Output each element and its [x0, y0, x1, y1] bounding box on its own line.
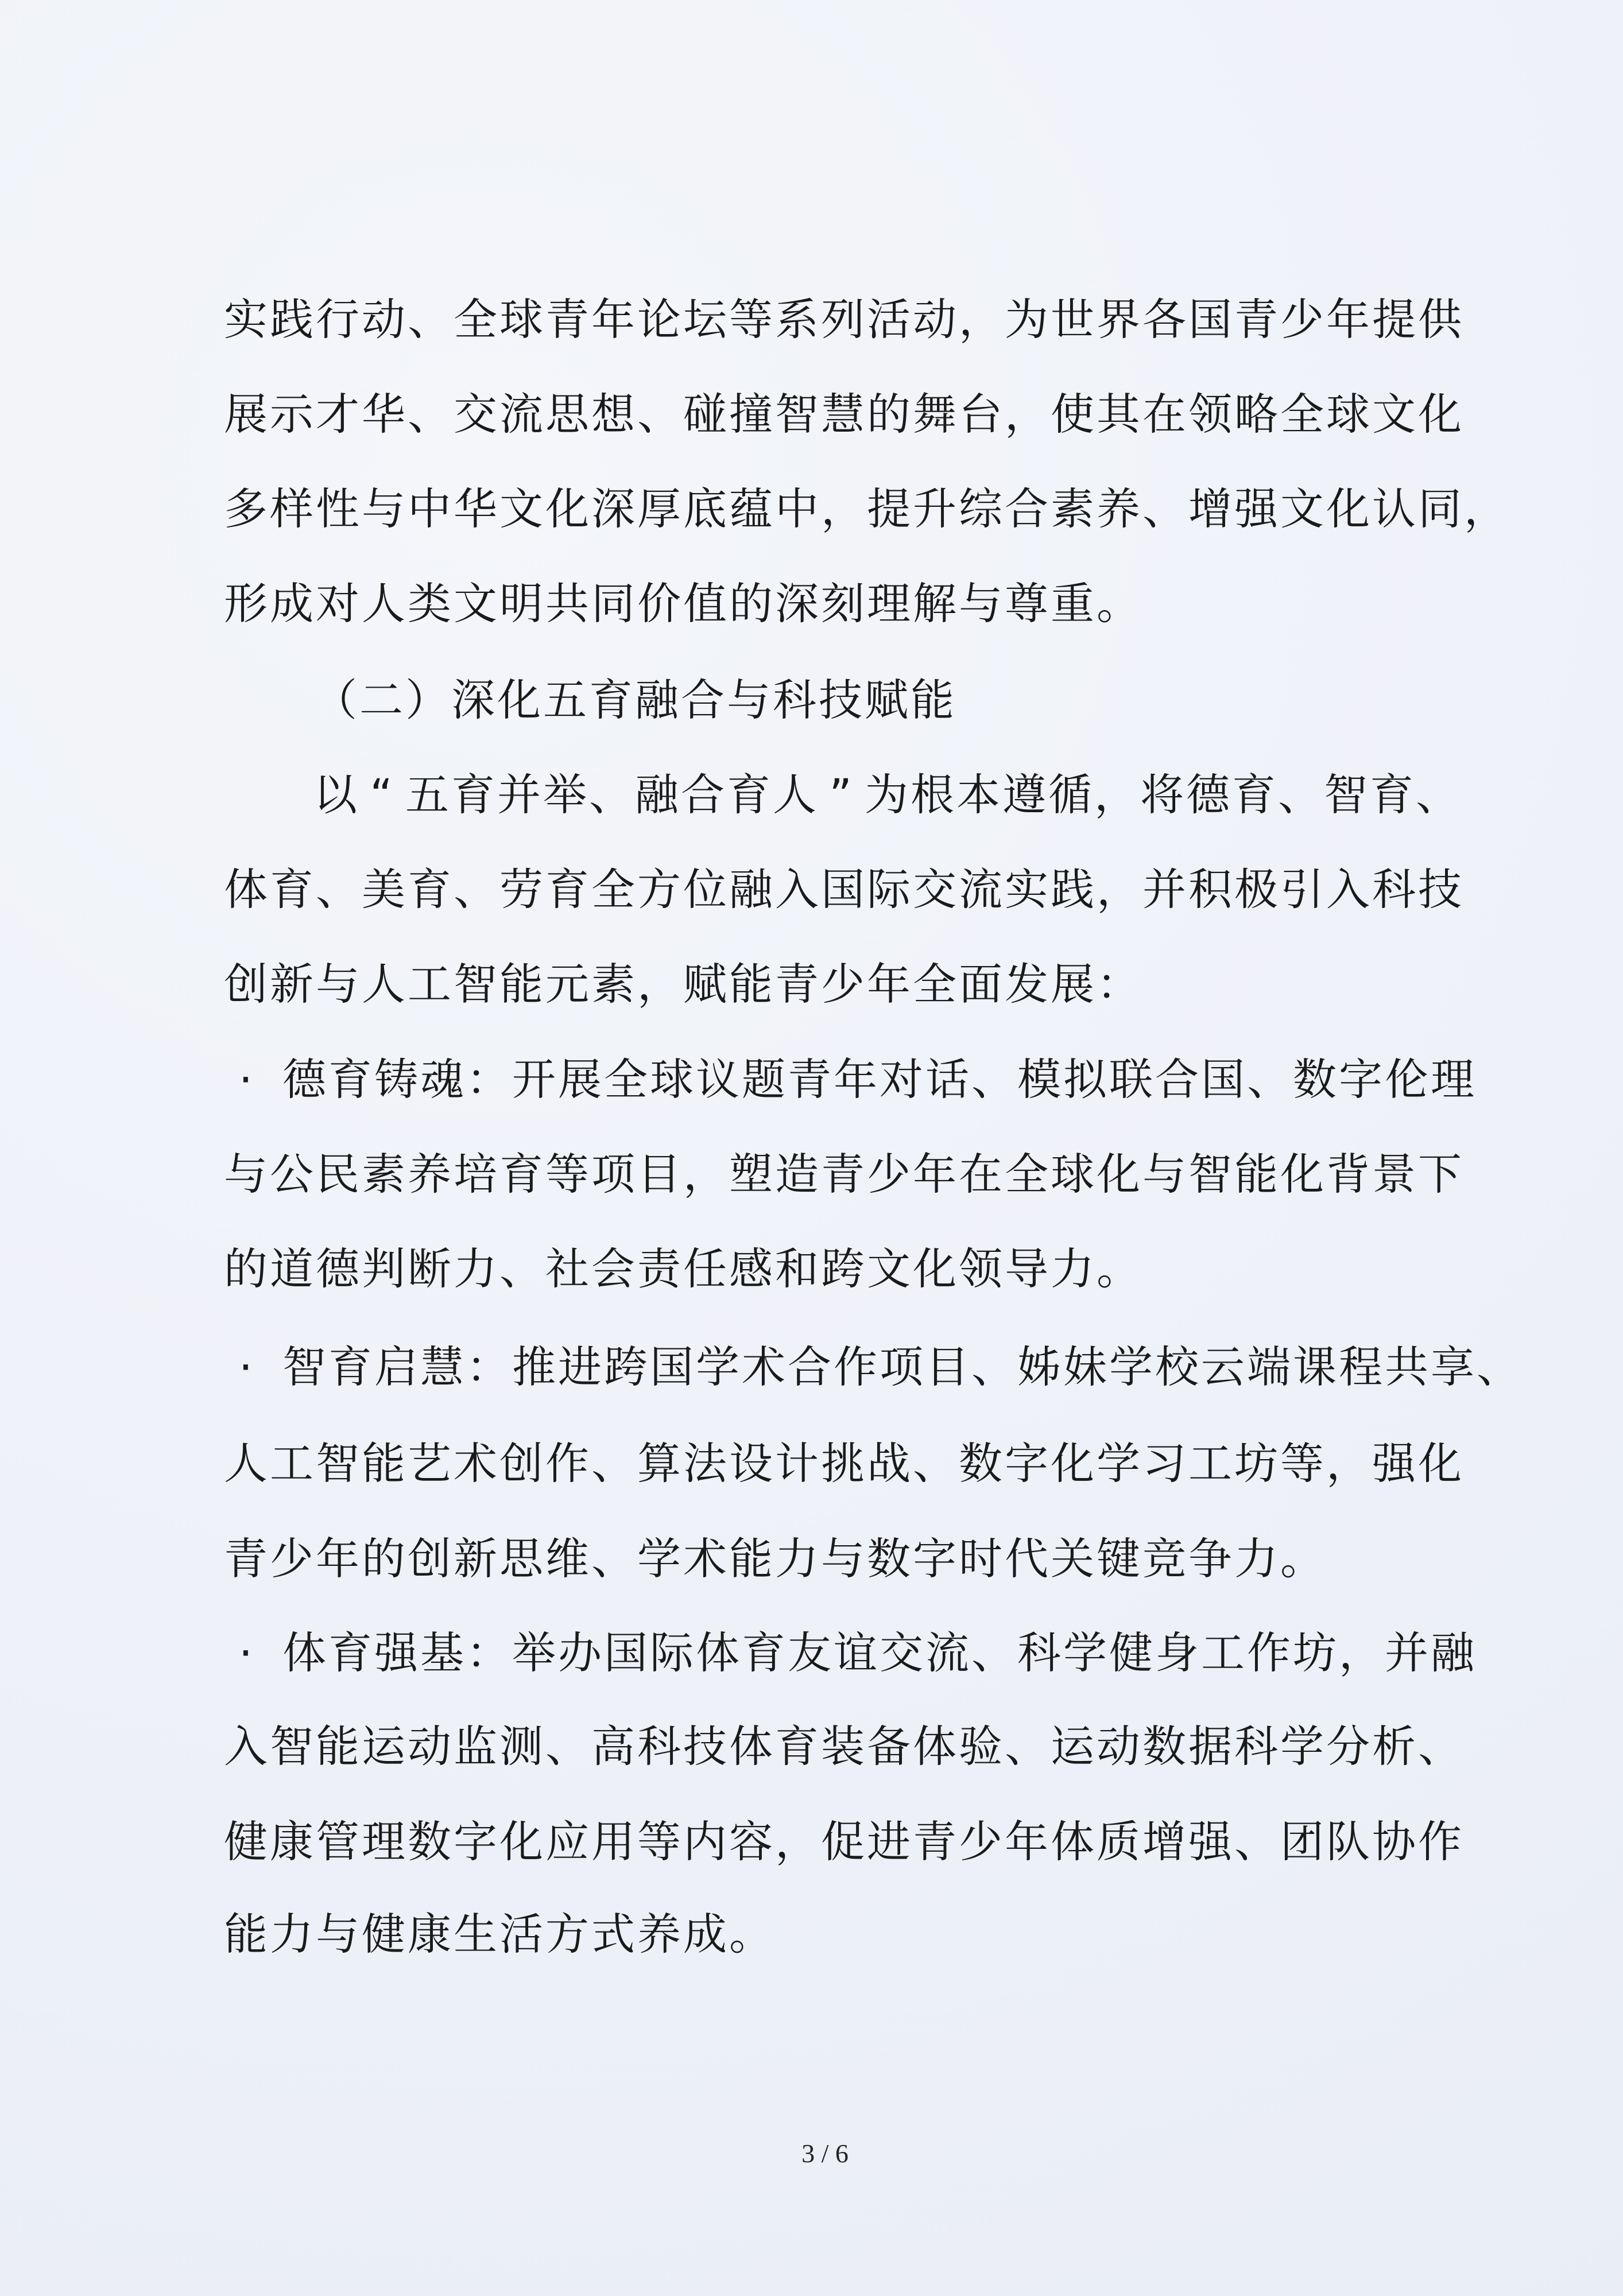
paragraph-line: 展示才华、交流思想、碰撞智慧的舞台，使其在领略全球文化 [224, 389, 1462, 440]
paragraph-line: 体育、美育、劳育全方位融入国际交流实践，并积极引入科技 [224, 864, 1462, 915]
paragraph-line: 能力与健康生活方式养成。 [224, 1909, 773, 1960]
paragraph-line: 创新与人工智能元素，赋能青少年全面发展： [224, 959, 1140, 1010]
paragraph-line: 实践行动、全球青年论坛等系列活动，为世界各国青少年提供 [224, 294, 1462, 345]
paragraph-line: 与公民素养培育等项目，塑造青少年在全球化与智能化背景下 [224, 1149, 1462, 1200]
paragraph-line: 青少年的创新思维、学术能力与数字时代关键竞争力。 [224, 1533, 1324, 1584]
paragraph-line: 形成对人类文明共同价值的深刻理解与尊重。 [224, 578, 1140, 629]
section-heading: （二）深化五育融合与科技赋能 [313, 674, 954, 726]
paragraph-line: 人工智能艺术创作、算法设计挑战、数字化学习工坊等，强化 [224, 1438, 1462, 1489]
paragraph-line: 以 “ 五育并举、融合育人 ” 为根本遵循，将德育、智育、 [313, 769, 1459, 820]
paragraph-line: 的道德判断力、社会责任感和跨文化领导力。 [224, 1243, 1140, 1294]
bullet-line: · 智育启慧：推进跨国学术合作项目、姊妹学校云端课程共享、 [238, 1341, 1520, 1393]
bullet-line: · 德育铸魂：开展全球议题青年对话、模拟联合国、数字伦理 [238, 1054, 1474, 1105]
paragraph-line: 多样性与中华文化深厚底蕴中，提升综合素养、增强文化认同， [224, 483, 1508, 534]
bullet-line: · 体育强基：举办国际体育友谊交流、科学健身工作坊，并融 [238, 1627, 1474, 1678]
paragraph-line: 健康管理数字化应用等内容，促进青少年体质增强、团队协作 [224, 1816, 1462, 1867]
paragraph-line: 入智能运动监测、高科技体育装备体验、运动数据科学分析、 [224, 1721, 1462, 1772]
page-number: 3 / 6 [801, 2139, 849, 2168]
